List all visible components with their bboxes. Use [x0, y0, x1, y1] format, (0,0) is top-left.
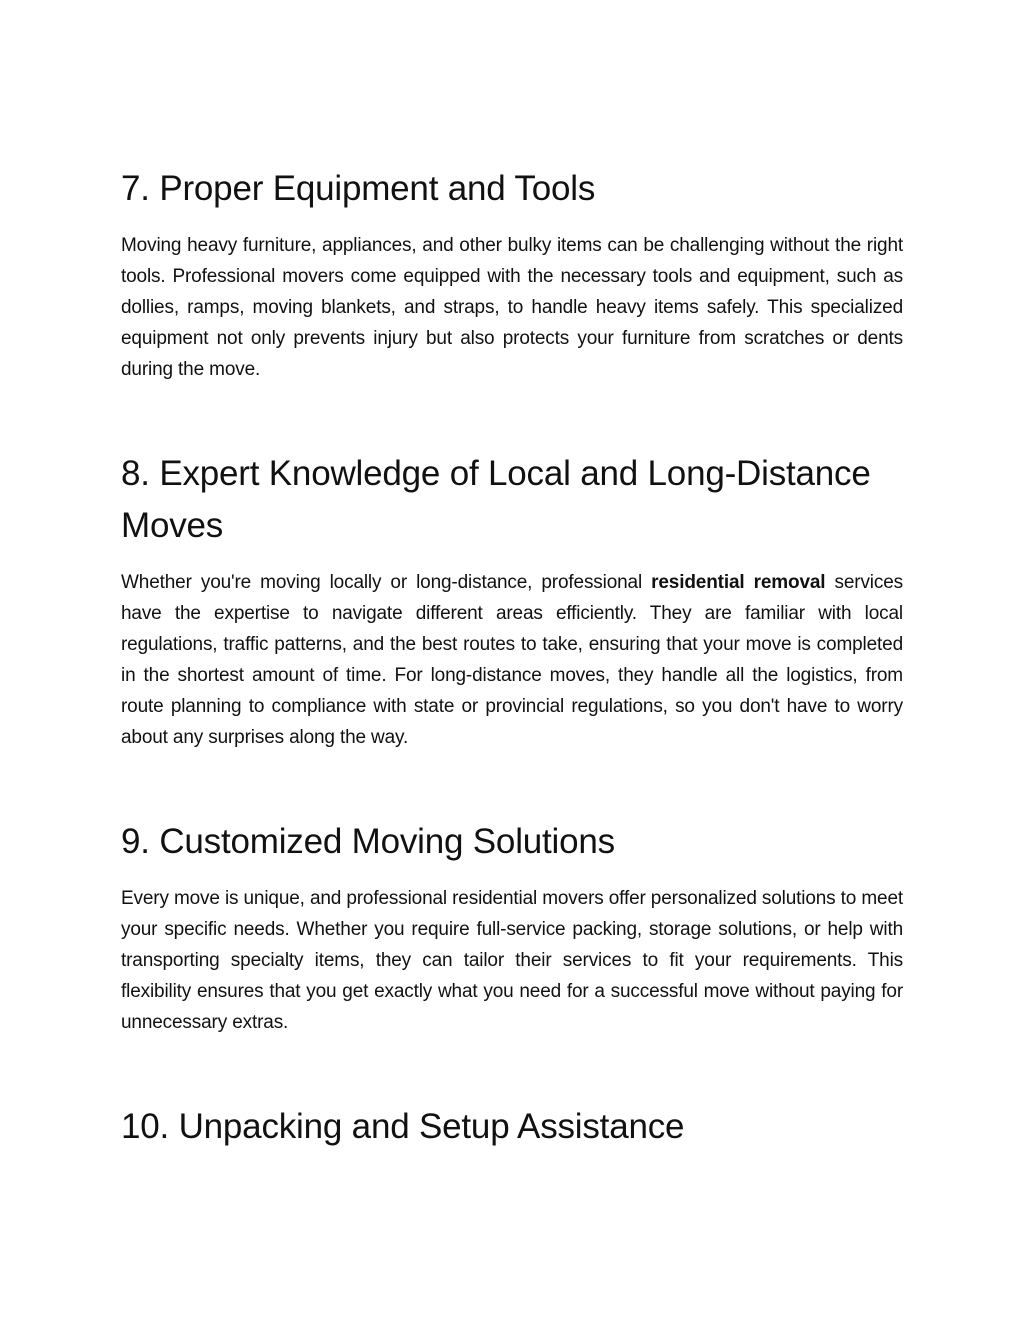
section-heading: 9. Customized Moving Solutions — [121, 822, 615, 861]
paragraph-text: Whether you're moving locally or long-distance, professional — [121, 572, 652, 593]
section-heading: 8. Expert Knowledge of Local and Long-Distance Moves — [121, 454, 871, 545]
section-proper-equipment — [121, 163, 903, 385]
section-customized-solutions — [121, 816, 903, 1038]
section-paragraph — [121, 567, 903, 753]
bold-keyword-link[interactable]: residential removal — [651, 572, 826, 593]
section-unpacking-setup — [121, 1101, 903, 1153]
paragraph-text: services have the expertise to navigate different areas efficiently. They are familiar with local regulations, traffic patterns, and the best routes to take, ensuring that your move is completed in the shortest amount of time. For long-distance moves, they handle all the logistics, from route planning to compliance with state or provincial regulations, so you don't have to worry about any surprises along the way. — [121, 572, 903, 748]
section-heading: 10. Unpacking and Setup Assistance — [121, 1107, 685, 1146]
section-paragraph: Every move is unique, and professional residential movers offer personalized solutions to meet your specific needs. Whether you require full-service packing, storage solutions, or help with transporting specialty items, they can tailor their services to fit your requirements. This flexibility ensures that you get exactly what you need for a successful move without paying for unnecessary extras. — [121, 888, 903, 1033]
document-body — [121, 163, 903, 1168]
section-paragraph: Moving heavy furniture, appliances, and other bulky items can be challenging without the right tools. Professional movers come equipped with the necessary tools and equipment, such as dollies, ramps, moving blankets, and straps, to handle heavy items safely. This specialized equipment not only prevents injury but also protects your furniture from scratches or dents during the move. — [121, 235, 903, 380]
section-heading: 7. Proper Equipment and Tools — [121, 169, 596, 208]
section-expert-knowledge — [121, 448, 903, 753]
